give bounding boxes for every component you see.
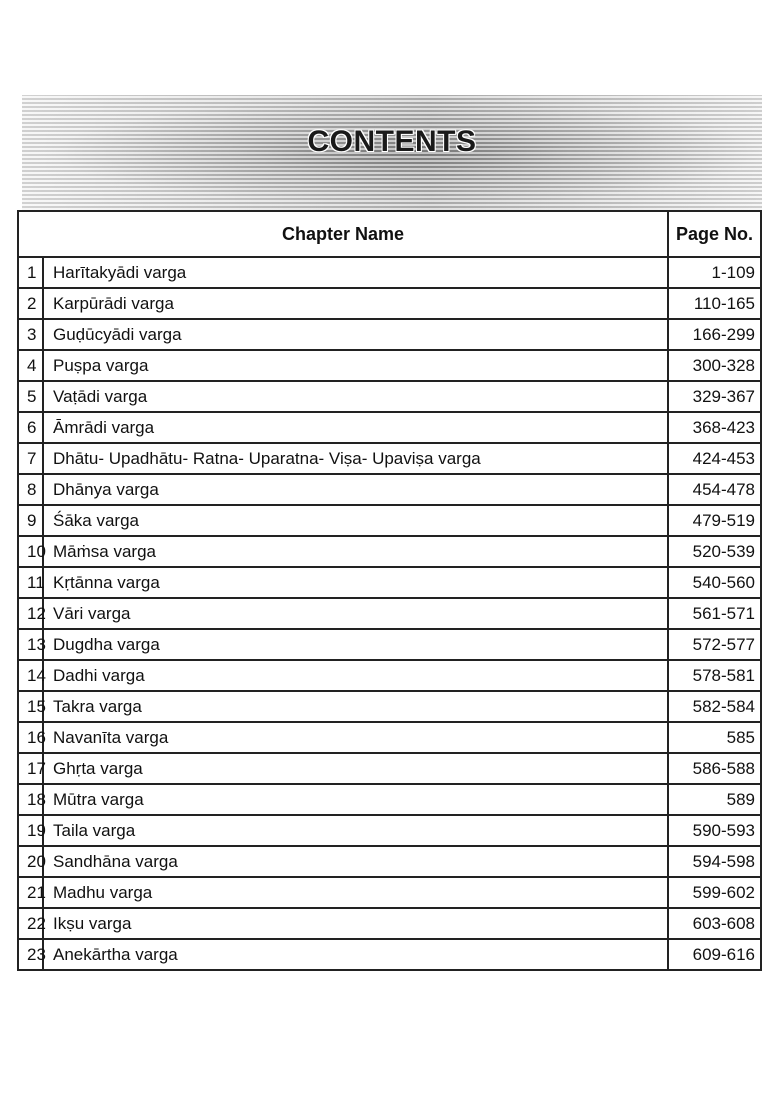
- chapter-number: 7: [18, 443, 43, 474]
- chapter-number: 13: [18, 629, 43, 660]
- chapter-name: Karpūrādi varga: [43, 288, 668, 319]
- table-header: [18, 211, 761, 257]
- chapter-name: Ghṛta varga: [43, 753, 668, 784]
- table-row: [18, 660, 761, 691]
- table-row: [18, 908, 761, 939]
- chapter-name: Ikṣu varga: [43, 908, 668, 939]
- chapter-number: 8: [18, 474, 43, 505]
- chapter-number: 1: [18, 257, 43, 288]
- contents-table: [17, 210, 762, 971]
- chapter-name: Mūtra varga: [43, 784, 668, 815]
- chapter-name: Sandhāna varga: [43, 846, 668, 877]
- chapter-number: 10: [18, 536, 43, 567]
- page-range: 1-109: [668, 257, 761, 288]
- page-range: 582-584: [668, 691, 761, 722]
- table-row: [18, 753, 761, 784]
- page-range: 594-598: [668, 846, 761, 877]
- table-row: [18, 443, 761, 474]
- table-row: [18, 691, 761, 722]
- contents-banner: [22, 95, 762, 210]
- table-row: [18, 629, 761, 660]
- table-row: [18, 350, 761, 381]
- page-no-header: Page No.: [668, 211, 761, 257]
- chapter-number: 2: [18, 288, 43, 319]
- table-row: [18, 815, 761, 846]
- chapter-number: 4: [18, 350, 43, 381]
- chapter-number: 17: [18, 753, 43, 784]
- chapter-name: Puṣpa varga: [43, 350, 668, 381]
- chapter-number: 22: [18, 908, 43, 939]
- table-row: [18, 722, 761, 753]
- page-range: 479-519: [668, 505, 761, 536]
- chapter-number: 18: [18, 784, 43, 815]
- table-row: [18, 567, 761, 598]
- header-row: [18, 211, 761, 257]
- chapter-name: Vāri varga: [43, 598, 668, 629]
- page-range: 166-299: [668, 319, 761, 350]
- table-row: [18, 412, 761, 443]
- page-range: 578-581: [668, 660, 761, 691]
- chapter-name: Dhātu- Upadhātu- Ratna- Uparatna- Viṣa- Upaviṣa varga: [43, 443, 668, 474]
- table-row: [18, 381, 761, 412]
- chapter-number: 15: [18, 691, 43, 722]
- chapter-number: 16: [18, 722, 43, 753]
- page-range: 329-367: [668, 381, 761, 412]
- chapter-name: Dadhi varga: [43, 660, 668, 691]
- chapter-number: 21: [18, 877, 43, 908]
- chapter-name: Navanīta varga: [43, 722, 668, 753]
- table-row: [18, 505, 761, 536]
- table-row: [18, 319, 761, 350]
- table-row: [18, 846, 761, 877]
- table-row: [18, 877, 761, 908]
- table-row: [18, 536, 761, 567]
- page-range: 454-478: [668, 474, 761, 505]
- page-range: 586-588: [668, 753, 761, 784]
- chapter-number: 3: [18, 319, 43, 350]
- chapter-number: 14: [18, 660, 43, 691]
- table-body: [18, 257, 761, 970]
- chapter-name: Śāka varga: [43, 505, 668, 536]
- table-row: [18, 939, 761, 970]
- chapter-name: Dhānya varga: [43, 474, 668, 505]
- chapter-name: Taila varga: [43, 815, 668, 846]
- chapter-name: Takra varga: [43, 691, 668, 722]
- table-row: [18, 474, 761, 505]
- chapter-name: Guḍūcyādi varga: [43, 319, 668, 350]
- page-range: 300-328: [668, 350, 761, 381]
- page-range: 520-539: [668, 536, 761, 567]
- page-range: 585: [668, 722, 761, 753]
- chapter-name: Āmrādi varga: [43, 412, 668, 443]
- page-range: 589: [668, 784, 761, 815]
- page-range: 572-577: [668, 629, 761, 660]
- table-row: [18, 784, 761, 815]
- chapter-name: Kṛtānna varga: [43, 567, 668, 598]
- chapter-name: Vaṭādi varga: [43, 381, 668, 412]
- chapter-name: Māṁsa varga: [43, 536, 668, 567]
- page-range: 590-593: [668, 815, 761, 846]
- chapter-number: 19: [18, 815, 43, 846]
- page-range: 609-616: [668, 939, 761, 970]
- chapter-name-header: Chapter Name: [18, 211, 668, 257]
- page-range: 110-165: [668, 288, 761, 319]
- chapter-name: Harītakyādi varga: [43, 257, 668, 288]
- page-range: 561-571: [668, 598, 761, 629]
- table-row: [18, 257, 761, 288]
- chapter-number: 6: [18, 412, 43, 443]
- page-range: 540-560: [668, 567, 761, 598]
- chapter-number: 23: [18, 939, 43, 970]
- chapter-number: 20: [18, 846, 43, 877]
- table-row: [18, 598, 761, 629]
- page-range: 368-423: [668, 412, 761, 443]
- page-range: 603-608: [668, 908, 761, 939]
- chapter-number: 5: [18, 381, 43, 412]
- chapter-name: Madhu varga: [43, 877, 668, 908]
- chapter-number: 9: [18, 505, 43, 536]
- table-row: [18, 288, 761, 319]
- page-range: 424-453: [668, 443, 761, 474]
- page-title: CONTENTS: [307, 125, 477, 158]
- chapter-number: 12: [18, 598, 43, 629]
- chapter-number: 11: [18, 567, 43, 598]
- page-range: 599-602: [668, 877, 761, 908]
- chapter-name: Dugdha varga: [43, 629, 668, 660]
- chapter-name: Anekārtha varga: [43, 939, 668, 970]
